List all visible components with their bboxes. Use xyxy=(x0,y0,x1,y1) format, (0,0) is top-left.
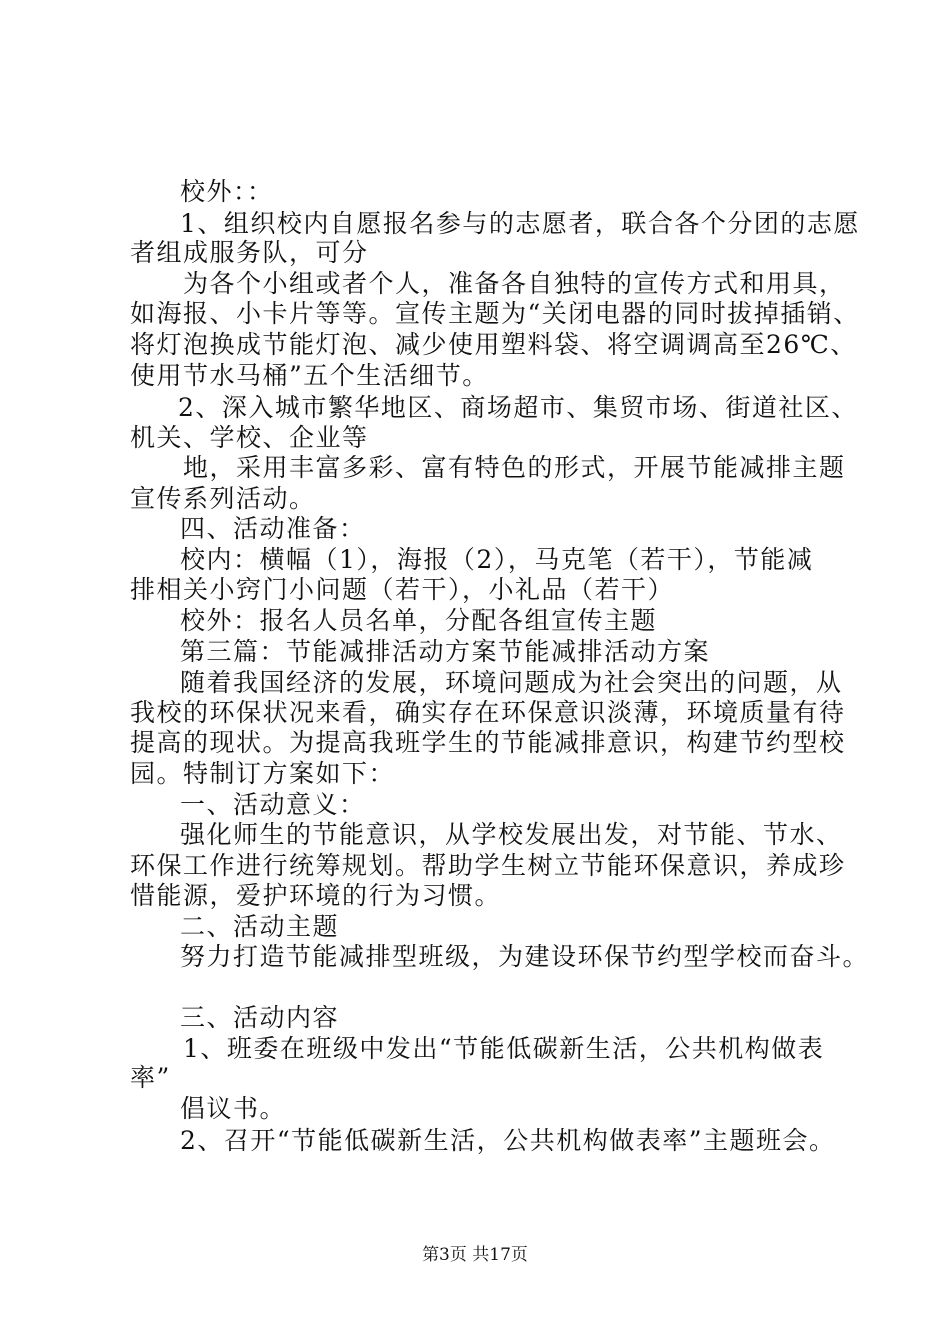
text-line: 2、深入城市繁华地区、商场超市、集贸市场、街道社区、 xyxy=(178,393,858,422)
text-line: 使用节水马桶”五个生活细节。 xyxy=(130,361,489,390)
section-heading: 四、活动准备： xyxy=(180,514,366,543)
text-line: 1、班委在班级中发出“节能低碳新生活，公共机构做表 xyxy=(183,1034,825,1063)
text-line: 率” xyxy=(130,1063,171,1092)
section-heading: 二、活动主题 xyxy=(180,912,340,941)
chapter-title: 第三篇：节能减排活动方案节能减排活动方案 xyxy=(180,637,711,666)
text-line: 环保工作进行统筹规划。帮助学生树立节能环保意识，养成珍 xyxy=(130,851,846,880)
text-line: 者组成服务队，可分 xyxy=(130,238,369,267)
section-heading: 三、活动内容 xyxy=(180,1003,340,1032)
text-line: 努力打造节能减排型班级，为建设环保节约型学校而奋斗。 xyxy=(180,942,870,971)
text-line: 提高的现状。为提高我班学生的节能减排意识，构建节约型校 xyxy=(130,728,846,757)
text-line: 1、组织校内自愿报名参与的志愿者，联合各个分团的志愿 xyxy=(180,209,860,238)
text-line: 将灯泡换成节能灯泡、减少使用塑料袋、将空调调高至26℃、 xyxy=(130,330,857,359)
text-line: 随着我国经济的发展，环境问题成为社会突出的问题，从 xyxy=(180,668,843,697)
text-line: 我校的环保状况来看，确实存在环保意识淡薄，环境质量有待 xyxy=(130,698,846,727)
text-line: 惜能源，爱护环境的行为习惯。 xyxy=(130,881,502,910)
text-line: 地，采用丰富多彩、富有特色的形式，开展节能减排主题 xyxy=(183,453,846,482)
text-line: 校内：横幅（1），海报（2），马克笔（若干），节能减 xyxy=(180,545,814,574)
text-line: 校外：： xyxy=(180,177,274,206)
section-heading: 一、活动意义： xyxy=(180,790,366,819)
text-line: 倡议书。 xyxy=(180,1094,287,1123)
text-line: 机关、学校、企业等 xyxy=(130,423,369,452)
text-line: 校外：报名人员名单，分配各组宣传主题 xyxy=(180,606,658,635)
text-line: 强化师生的节能意识，从学校发展出发，对节能、节水、 xyxy=(180,820,843,849)
text-line: 排相关小窍门小问题（若干），小礼品（若干） xyxy=(130,575,675,604)
page-number: 第3页 共17页 xyxy=(422,1245,528,1265)
text-line: 园。特制订方案如下： xyxy=(130,759,396,788)
text-line: 如海报、小卡片等等。宣传主题为“关闭电器的同时拔掉插销、 xyxy=(130,299,860,328)
text-line: 为各个小组或者个人，准备各自独特的宣传方式和用具， xyxy=(183,269,846,298)
text-line: 宣传系列活动。 xyxy=(130,484,316,513)
text-line: 2、召开“节能低碳新生活，公共机构做表率”主题班会。 xyxy=(180,1126,836,1155)
